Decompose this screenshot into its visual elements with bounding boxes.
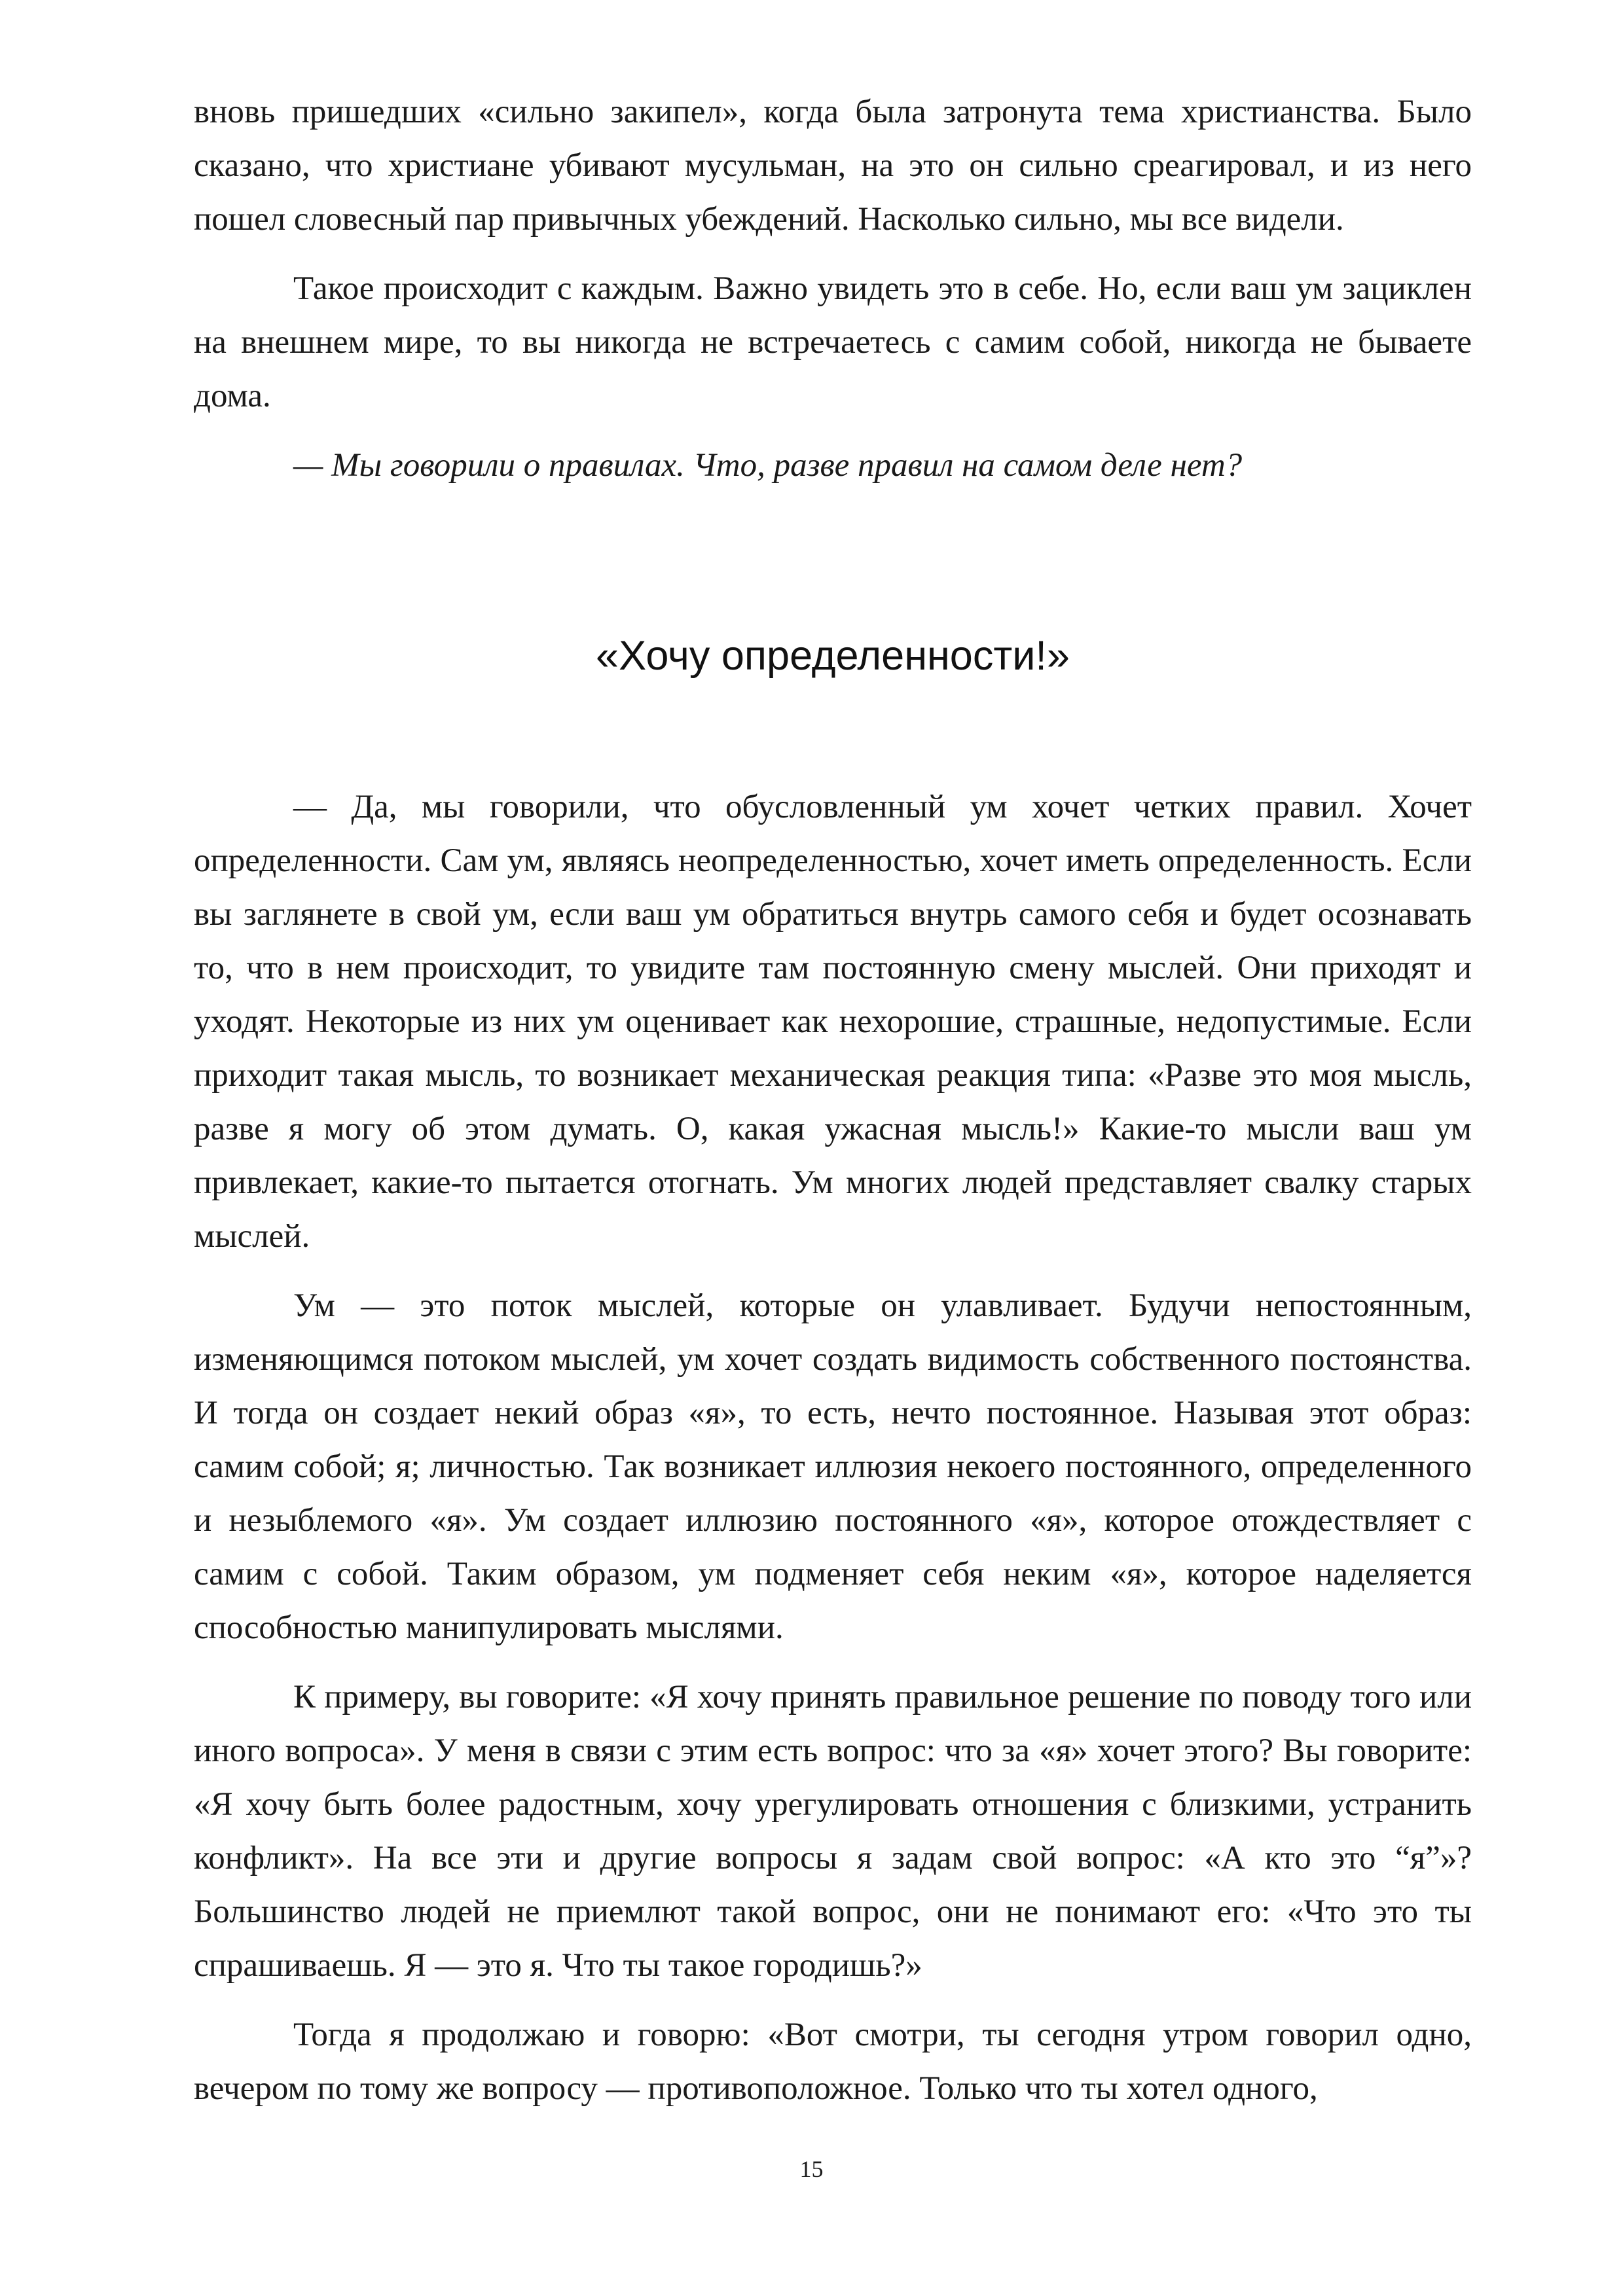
paragraph-continuation: вновь пришедших «сильно закипел», когда была затронута тема христианства. Было сказано, что христиане убивают мусульман, на это он сильно среагировал, и из него пошел словесный пар привычных убеждений. Насколько сильно, мы все видели. [194, 94, 1472, 238]
paragraph: Тогда я продолжаю и говорю: «Вот смотри, ты сегодня утром говорил одно, вечером по тому же вопросу — противоположное. Только что ты хотел одного, [194, 2017, 1472, 2107]
page-number: 15 [799, 2156, 824, 2182]
paragraph: — Да, мы говорили, что обусловленный ум хочет четких правил. Хочет определенности. Сам ум, являясь неопределенностью, хочет иметь определенность. Если вы заглянете в свой ум, если ваш ум обратиться внутрь самого себя и будет осознавать то, что в нем происходит, то увидите там постоянную смену мыслей. Они приходят и уходят. Некоторые из них ум оценивает как нехорошие, страшные, недопустимые. Если приходит такая мысль, то возникает механическая реакция типа: «Разве это моя мысль, разве я могу об этом думать. О, какая ужасная мысль!» Какие-то мысли ваш ум привлекает, какие-то пытается отогнать. Ум многих людей представляет свалку старых мыслей. [194, 789, 1472, 1255]
paragraph: К примеру, вы говорите: «Я хочу принять правильное решение по поводу того или иного вопроса». У меня в связи с этим есть вопрос: что за «я» хочет этого? Вы говорите: «Я хочу быть более радостным, хочу урегулировать отношения с близкими, устранить конфликт». На все эти и другие вопросы я задам свой вопрос: «А кто это “я”»? Большинство людей не приемлют такой вопрос, они не понимают его: «Что это ты спрашиваешь. Я — это я. Что ты такое городишь?» [194, 1679, 1472, 1984]
page-content [194, 85, 1472, 2131]
paragraph: Такое происходит с каждым. Важно увидеть это в себе. Но, если ваш ум зациклен на внешнем мире, то вы никогда не встречаетесь с самим собой, никогда не бываете дома. [194, 270, 1472, 414]
question-paragraph: — Мы говорили о правилах. Что, разве правил на самом деле нет? [293, 447, 1243, 484]
paragraph: Ум — это поток мыслей, которые он улавливает. Будучи непостоянным, изменяющимся потоком мыслей, ум хочет создать видимость собственного постоянства. И тогда он создает некий образ «я», то есть, нечто постоянное. Называя этот образ: самим собой; я; личностью. Так возникает иллюзия некоего постоянного, определенного и незыблемого «я». Ум создает иллюзию постоянного «я», которое отождествляет с самим с собой. Таким образом, ум подменяет себя неким «я», которое наделяется способностью манипулировать мыслями. [194, 1287, 1472, 1646]
section-heading: «Хочу определенности!» [596, 633, 1070, 679]
